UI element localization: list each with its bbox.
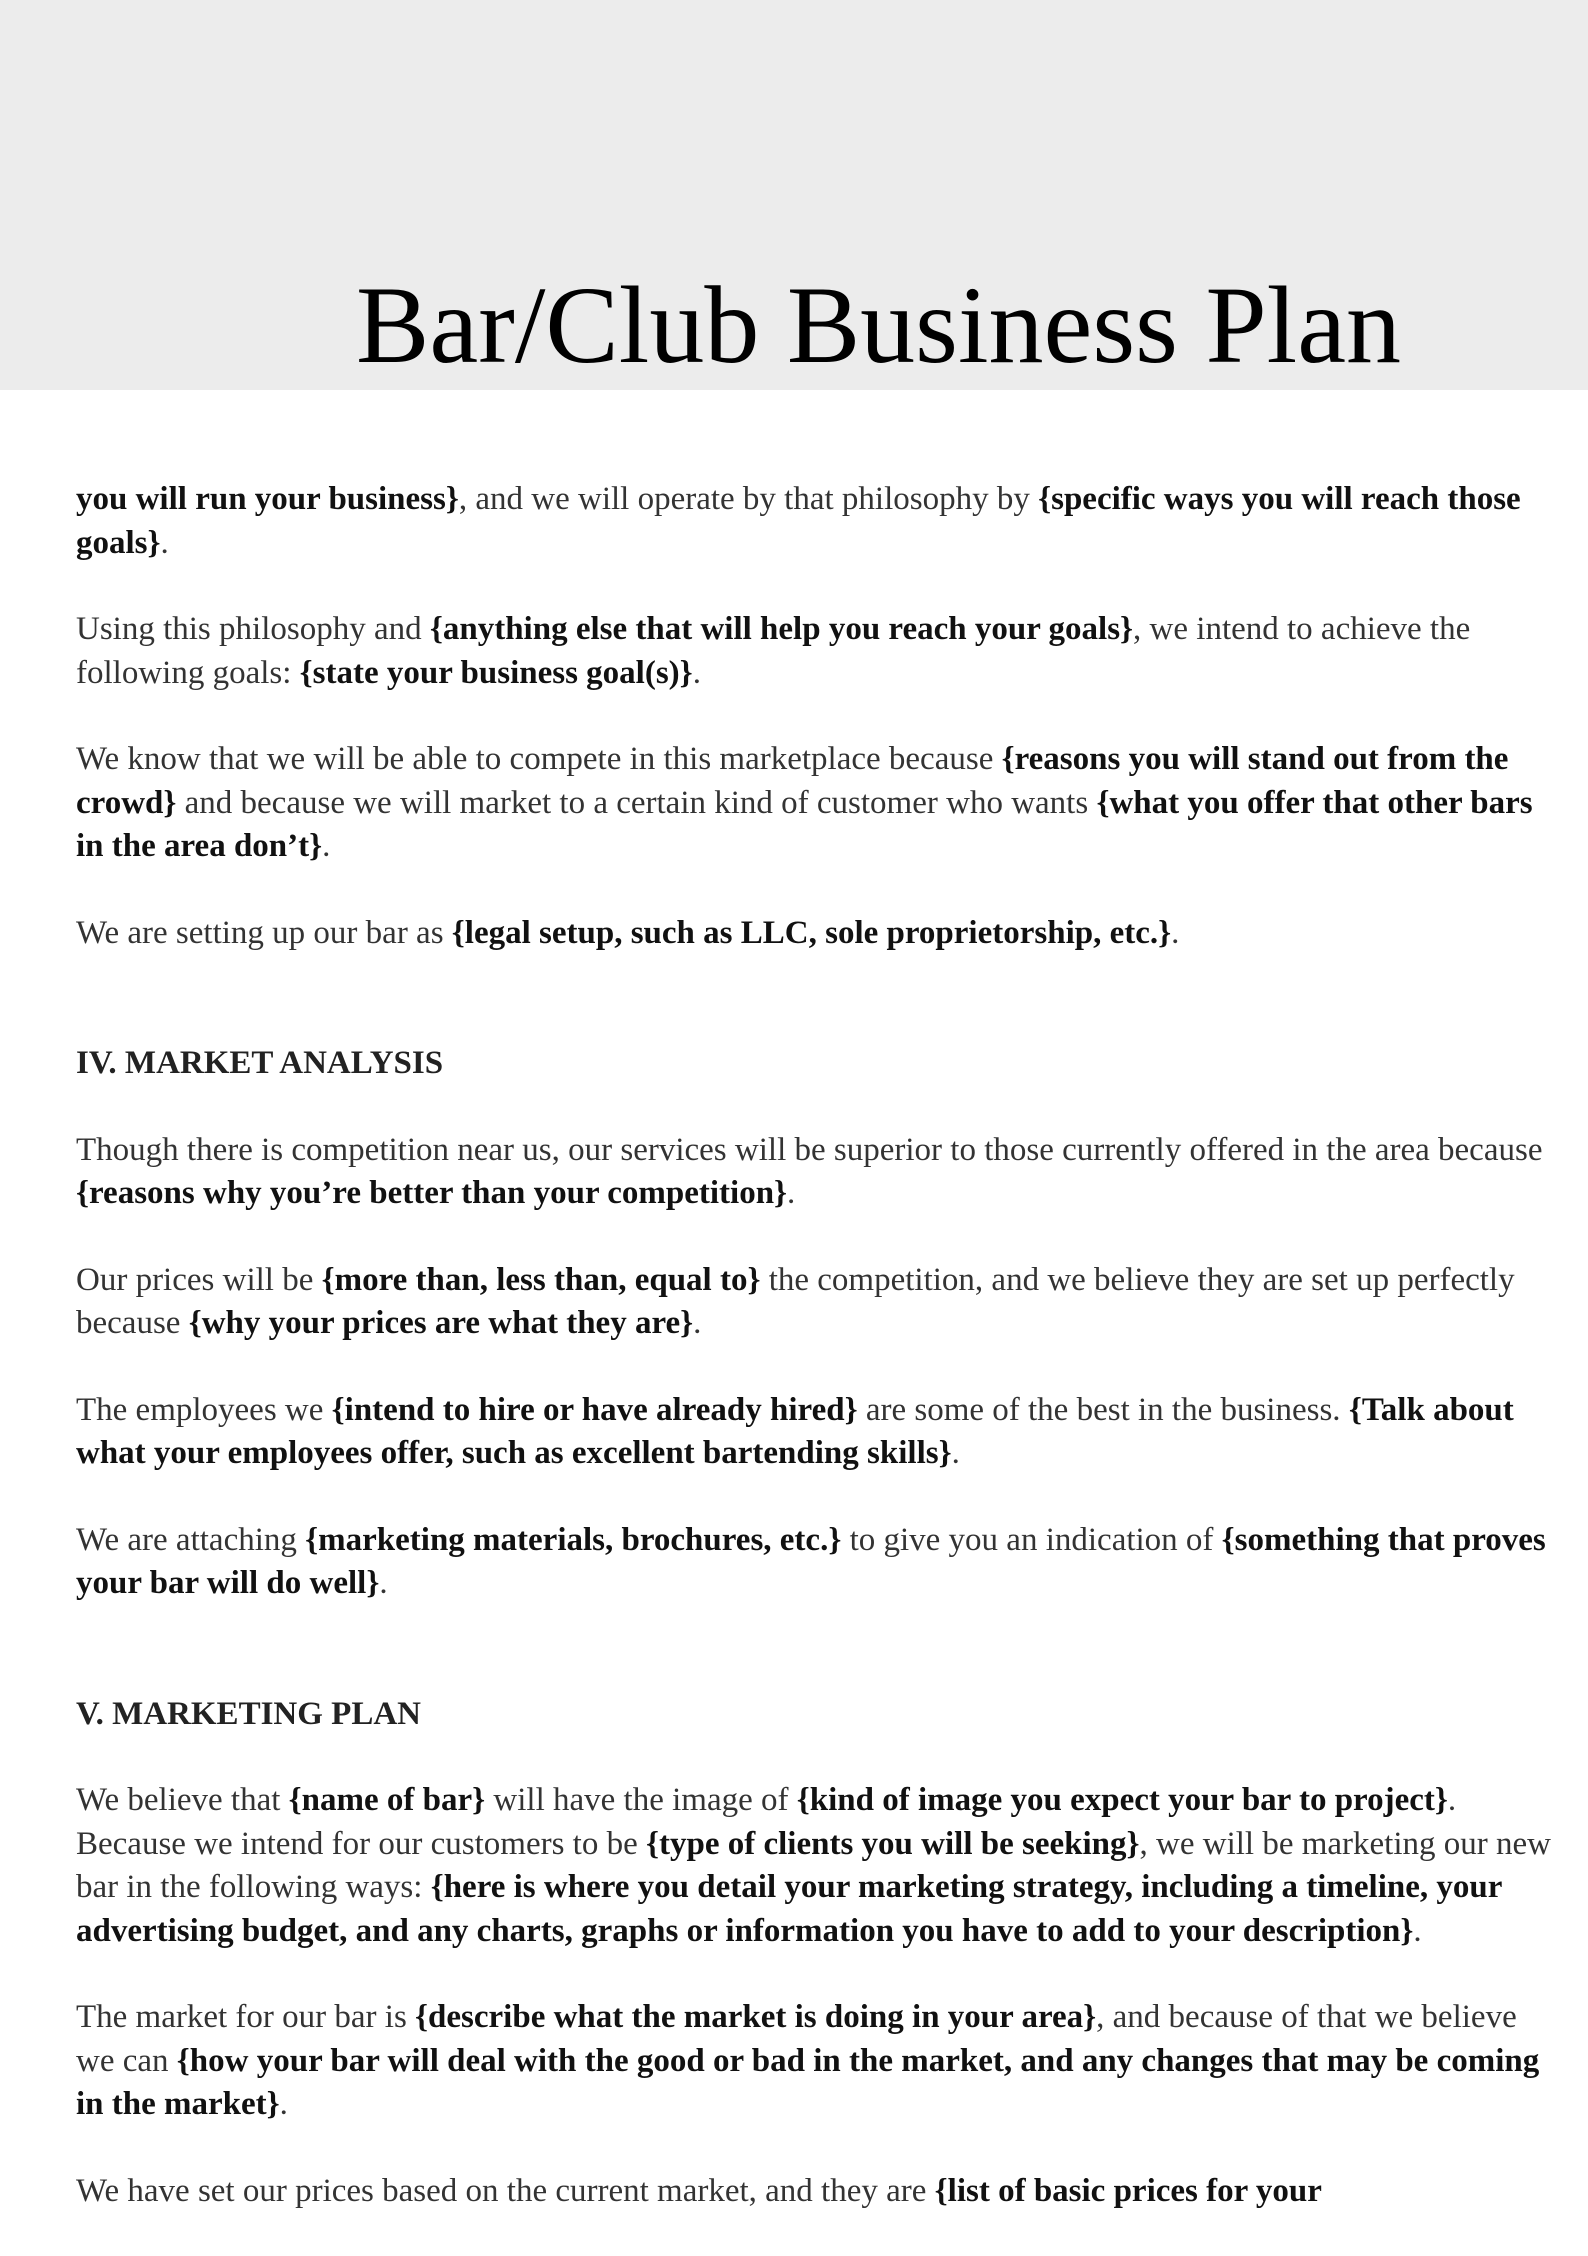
section-heading-market-analysis: IV. MARKET ANALYSIS xyxy=(76,1045,444,1081)
paragraph-employees xyxy=(76,1389,1556,1476)
paragraph-goals xyxy=(76,608,1556,695)
body-text: Though there is competition near us, our services will be superior to those currently offered in the area because xyxy=(76,1131,1543,1168)
paragraph-image xyxy=(76,1779,1556,1953)
placeholder-text: {Talk about what your employees offer, such as excellent bartending skills} xyxy=(76,1391,1514,1471)
body-text: . xyxy=(693,1305,702,1341)
body-text: and because we will market to a certain kind of customer who wants xyxy=(176,784,1097,821)
document-body xyxy=(76,478,1556,2256)
body-text: . xyxy=(322,828,331,864)
body-text: . xyxy=(160,524,169,561)
body-text: . xyxy=(379,1565,388,1601)
paragraph-market xyxy=(76,1996,1556,2127)
body-text: We have set our prices based on the current market, and they are xyxy=(76,2172,935,2209)
paragraph-legal-setup xyxy=(76,912,1556,956)
placeholder-text: {reasons why you’re better than your competition} xyxy=(76,1175,788,1211)
body-text: . xyxy=(692,654,701,691)
placeholder-text: {state your business goal(s)} xyxy=(299,654,693,691)
body-text: The market for our bar is xyxy=(76,1999,416,2035)
placeholder-text: {kind of image you expect your bar to project} xyxy=(796,1782,1448,1818)
body-text: , we will be marketing our new bar in the following ways: xyxy=(76,1825,1551,1905)
placeholder-text: {anything else that will help you reach your goals} xyxy=(429,611,1134,647)
body-text: will have the image of xyxy=(485,1782,797,1818)
body-text: , and we will operate by that philosophy by xyxy=(458,481,1039,517)
body-text: . Because we intend for our customers to be xyxy=(76,1782,1457,1862)
placeholder-text: {how your bar will deal with the good or bad in the market, and any changes that may be coming in the market} xyxy=(76,2042,1540,2122)
page-title: Bar/Club Business Plan xyxy=(356,264,1402,386)
body-text: We are setting up our bar as xyxy=(76,914,452,951)
paragraph-prices xyxy=(76,1259,1556,1346)
placeholder-text: {describe what the market is doing in your area} xyxy=(415,1999,1097,2035)
placeholder-text: {here is where you detail your marketing strategy, including a timeline, your advertising budget, and any charts, graphs or information you have to add to your description} xyxy=(76,1869,1502,1949)
body-text: are some of the best in the business. xyxy=(857,1391,1349,1428)
placeholder-text: {more than, less than, equal to} xyxy=(321,1261,761,1298)
placeholder-text: {why your prices are what they are} xyxy=(188,1305,694,1341)
body-text: , we intend to achieve the following goals: xyxy=(76,611,1471,691)
placeholder-text: {list of basic prices for your xyxy=(934,2172,1322,2209)
body-text: The employees we xyxy=(76,1391,332,1428)
body-text: . xyxy=(787,1175,796,1211)
placeholder-text: you will run your business} xyxy=(76,481,459,517)
paragraph-competition-superiority xyxy=(76,1129,1556,1216)
body-text: . xyxy=(1171,914,1180,951)
placeholder-text: {reasons you will stand out from the crowd} xyxy=(76,741,1509,821)
body-text: . xyxy=(1413,1912,1422,1949)
body-text: We know that we will be able to compete in this marketplace because xyxy=(76,741,1002,777)
body-text: Using this philosophy and xyxy=(76,611,430,647)
section-heading-marketing-plan: V. MARKETING PLAN xyxy=(76,1695,422,1732)
placeholder-text: {marketing materials, brochures, etc.} xyxy=(305,1521,842,1558)
header-band xyxy=(0,0,1588,390)
body-text: Our prices will be xyxy=(76,1261,322,1298)
body-text: . xyxy=(279,2086,288,2122)
placeholder-text: {type of clients you will be seeking} xyxy=(646,1825,1140,1862)
paragraph-attachments xyxy=(76,1519,1556,1606)
placeholder-text: {legal setup, such as LLC, sole proprietorship, etc.} xyxy=(451,914,1172,951)
body-text: the competition, and we believe they are set up perfectly because xyxy=(76,1261,1515,1341)
body-text: to give you an indication of xyxy=(841,1521,1222,1558)
placeholder-text: {specific ways you will reach those goals} xyxy=(76,481,1521,561)
placeholder-text: {something that proves your bar will do well} xyxy=(76,1521,1546,1601)
paragraph-philosophy xyxy=(76,478,1556,565)
paragraph-competition xyxy=(76,738,1556,869)
body-text: , and because of that we believe we can xyxy=(76,1999,1517,2079)
placeholder-text: {what you offer that other bars in the area don’t} xyxy=(76,784,1533,864)
placeholder-text: {name of bar} xyxy=(288,1782,486,1818)
body-text: . xyxy=(951,1435,960,1471)
placeholder-text: {intend to hire or have already hired} xyxy=(331,1391,858,1428)
body-text: We are attaching xyxy=(76,1521,306,1558)
body-text: We believe that xyxy=(76,1782,289,1818)
paragraph-pricing-basis xyxy=(76,2170,1556,2214)
